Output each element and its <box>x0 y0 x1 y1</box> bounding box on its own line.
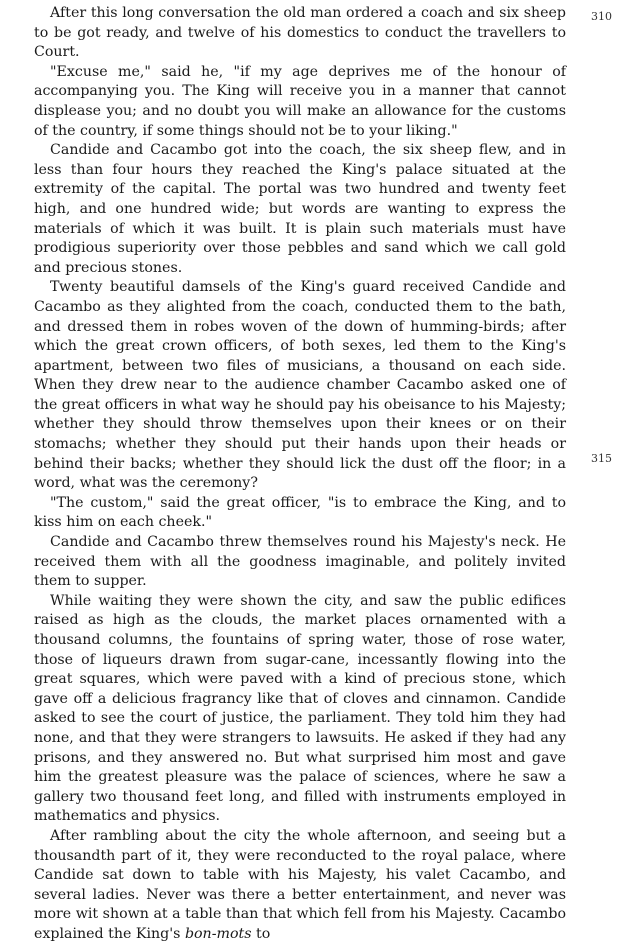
paragraph-1: After this long conversation the old man ordered a coach and six sheep to be got ready, and twelve of his domestics to conduct the travellers to Court. <box>34 5 566 61</box>
paragraph-8-italic-term: bon-mots <box>184 925 252 942</box>
paragraph-8-text-end: to <box>251 925 271 942</box>
paragraph-5: "The custom," said the great officer, "is to embrace the King, and to kiss him on each cheek." <box>34 494 566 531</box>
paragraph-8 <box>34 827 566 945</box>
paragraph-8-text-start: After rambling about the city the whole afternoon, and seeing but a thousandth part of it, they were reconducted to the royal palace, where Candide sat down to table with his Majesty, his valet Cacambo, and several ladies. Never was there a better entertainment, and never was more wit shown at a table than that which fell from his Majesty. Cacambo explained the King's <box>34 827 566 942</box>
paragraph-3: Candide and Cacambo got into the coach, the six sheep flew, and in less than four hours they reached the King's palace situated at the extremity of the capital. The portal was two hundred and twenty feet high, and one hundred wide; but words are wanting to express the materials of which it was built. It is plain such materials must have prodigious superiority over those pebbles and sand which we call gold and precious stones. <box>34 142 566 276</box>
paragraph-2: "Excuse me," said he, "if my age deprives me of the honour of accompanying you. The King will receive you in a manner that cannot displease you; and no doubt you will make an allowance for the customs of the country, if some things should not be to your liking." <box>34 63 566 139</box>
paragraph-7: While waiting they were shown the city, and saw the public edifices raised as high as the clouds, the market places ornamented with a thousand columns, the fountains of spring water, those of rose water, those of liqueurs drawn from sugar-cane, incessantly flowing into the great squares, which were paved with a kind of precious stone, which gave off a delicious fragrancy like that of cloves and cinnamon. Candide asked to see the court of justice, the parliament. They told him they had none, and that they were strangers to lawsuits. He asked if they had any prisons, and they answered no. But what surprised him most and gave him the greatest pleasure was the palace of sciences, where he saw a gallery two thousand feet long, and filled with instruments employed in mathematics and physics. <box>34 592 566 825</box>
paragraph-6: Candide and Cacambo threw themselves round his Majesty's neck. He received them with all the goodness imaginable, and politely invited them to supper. <box>34 534 566 590</box>
paragraph-4: Twenty beautiful damsels of the King's guard received Candide and Cacambo as they alighted from the coach, conducted them to the bath, and dressed them in robes woven of the down of humming-birds; after which the great crown officers, of both sexes, led them to the King's apartment, between two files of musicians, a thousand on each side. When they drew near to the audience chamber Cacambo asked one of the great officers in what way he should pay his obeisance to his Majesty; whether they should throw themselves upon their knees or on their stomachs; whether they should put their hands upon their heads or behind their backs; whether they should lick the dust off the floor; in a word, what was the ceremony? <box>34 279 566 492</box>
line-number-310: 310 <box>591 10 612 23</box>
page-body <box>34 4 566 945</box>
line-number-315: 315 <box>591 452 612 465</box>
